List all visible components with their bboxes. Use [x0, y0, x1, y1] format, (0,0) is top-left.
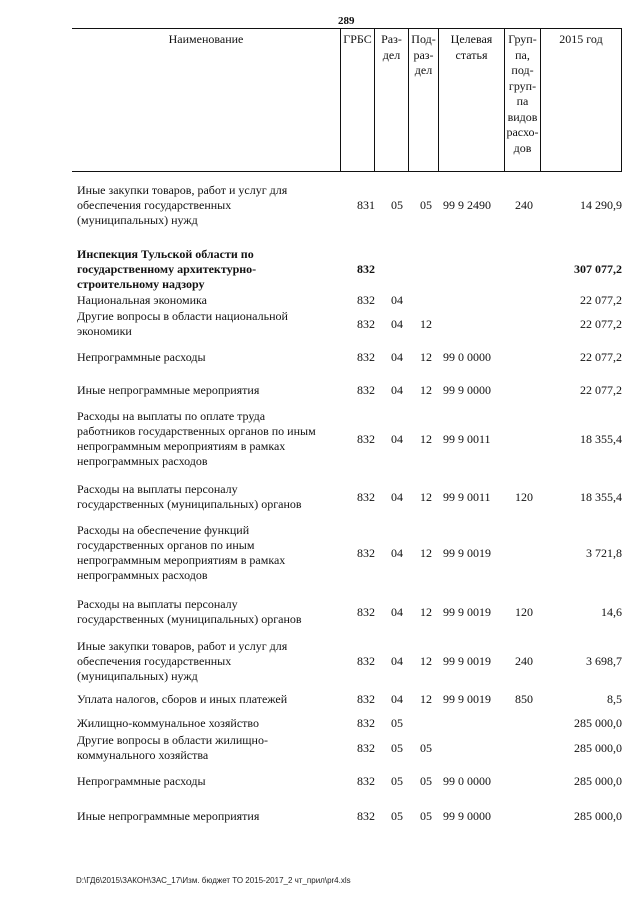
row-amount: 3 721,8 [586, 545, 622, 560]
row-razdel: 05 [391, 715, 403, 730]
table-row [0, 180, 640, 230]
column-header-target: Целевая статья [438, 29, 504, 171]
row-grbs: 832 [357, 489, 375, 504]
row-podrazdel: 12 [420, 431, 432, 446]
row-name-line: Иные непрограммные мероприятия [77, 808, 260, 823]
row-target [443, 292, 503, 308]
row-podrazdel [418, 244, 434, 294]
row-name-line: Национальная экономика [77, 292, 207, 307]
row-podrazdel [418, 714, 434, 732]
row-target: 99 9 2490 [443, 197, 491, 212]
row-razdel: 04 [391, 691, 403, 706]
row-name [77, 690, 347, 710]
row-amount: 307 077,2 [574, 261, 622, 276]
row-amount: 285 000,0 [574, 773, 622, 788]
row-amount: 14 290,9 [580, 197, 622, 212]
table-row [0, 594, 640, 630]
row-name [77, 244, 347, 297]
row-grbs: 832 [357, 808, 375, 823]
row-group [512, 733, 536, 763]
row-name [77, 309, 347, 339]
row-razdel: 05 [391, 197, 403, 212]
row-group: 240 [515, 197, 533, 212]
row-name-line: (муниципальных) нужд [77, 212, 198, 227]
row-podrazdel: 12 [420, 604, 432, 619]
row-group [512, 714, 536, 732]
row-target [443, 714, 503, 732]
table-row [0, 380, 640, 400]
row-name-line: Непрограммные расходы [77, 349, 206, 364]
row-grbs: 831 [357, 197, 375, 212]
column-header-grbs: ГРБС [340, 29, 374, 171]
row-name [77, 594, 347, 633]
row-name-line: Расходы на обеспечение функций [77, 523, 250, 537]
row-podrazdel: 05 [420, 773, 432, 788]
row-podrazdel: 12 [420, 545, 432, 560]
row-razdel: 05 [391, 773, 403, 788]
row-grbs: 832 [357, 773, 375, 788]
row-name [77, 180, 347, 233]
row-razdel: 04 [391, 292, 403, 307]
row-name-line: Иные закупки товаров, работ и услуг для [77, 182, 288, 197]
table-row [0, 347, 640, 367]
row-target: 99 0 0000 [443, 349, 491, 364]
row-name-line: обеспечения государственных [77, 197, 232, 212]
row-amount: 22 077,2 [580, 382, 622, 397]
row-amount: 18 355,4 [580, 431, 622, 446]
row-name-line: Инспекция Тульской области по [77, 246, 254, 261]
row-name-line: Расходы на выплаты по оплате труда [77, 409, 266, 423]
row-name-line: работников государственных органов по иным [77, 424, 316, 438]
row-name-line: непрограммным мероприятиям в рамках [77, 439, 286, 453]
row-name-line: (муниципальных) нужд [77, 668, 198, 683]
table-row [0, 634, 640, 688]
row-grbs: 832 [357, 261, 375, 276]
row-name-line: государственному архитектурно- [77, 261, 257, 276]
row-target: 99 9 0019 [443, 691, 491, 706]
row-razdel: 04 [391, 653, 403, 668]
row-grbs: 832 [357, 431, 375, 446]
row-name-line: Жилищно-коммунальное хозяйство [77, 715, 260, 730]
row-group: 240 [515, 653, 533, 668]
row-amount: 18 355,4 [580, 489, 622, 504]
row-name-line: Расходы на выплаты персоналу [77, 597, 238, 611]
row-podrazdel: 12 [420, 691, 432, 706]
file-path-footer: D:\ГД6\2015\ЗАКОН\ЗАС_17\Изм. бюджет ТО 2015-2017_2 чт_прил\pr4.xls [76, 876, 351, 885]
row-name-line: Расходы на выплаты персоналу [77, 482, 238, 496]
row-amount: 22 077,2 [580, 292, 622, 307]
row-podrazdel [418, 292, 434, 308]
row-name-line: Иные непрограммные мероприятия [77, 382, 260, 397]
row-name-line: государственных органов по иным [77, 538, 255, 552]
row-name [77, 806, 347, 829]
row-grbs: 832 [357, 316, 375, 331]
row-name-line: Другие вопросы в области жилищно- [77, 733, 268, 747]
table-row [0, 520, 640, 586]
row-razdel: 04 [391, 545, 403, 560]
row-name [77, 479, 347, 518]
row-podrazdel: 05 [420, 740, 432, 755]
row-group [512, 347, 536, 367]
row-name-line: Другие вопросы в области национальной [77, 309, 288, 323]
row-name-line: непрограммных расходов [77, 568, 208, 582]
table-row [0, 479, 640, 515]
row-amount: 3 698,7 [586, 653, 622, 668]
row-name [77, 634, 347, 693]
row-target: 99 9 0011 [443, 489, 491, 504]
row-target [443, 244, 503, 294]
row-name-line: непрограммных расходов [77, 454, 208, 468]
row-name [77, 733, 347, 763]
row-grbs: 832 [357, 715, 375, 730]
row-podrazdel: 05 [420, 808, 432, 823]
column-header-podrazdel: Под- раз- дел [408, 29, 438, 171]
row-grbs: 832 [357, 349, 375, 364]
row-name [77, 380, 347, 403]
row-grbs: 832 [357, 740, 375, 755]
table-row [0, 292, 640, 308]
row-target: 99 9 0011 [443, 431, 491, 446]
row-grbs: 832 [357, 292, 375, 307]
row-group [512, 309, 536, 339]
row-target [443, 733, 503, 763]
row-name-line: Уплата налогов, сборов и иных платежей [77, 691, 288, 706]
row-grbs: 832 [357, 382, 375, 397]
row-podrazdel: 12 [420, 653, 432, 668]
row-group [512, 406, 536, 472]
row-razdel: 05 [391, 740, 403, 755]
row-group [512, 771, 536, 791]
row-target: 99 9 0000 [443, 382, 491, 397]
row-name [77, 292, 347, 309]
row-podrazdel: 12 [420, 316, 432, 331]
row-amount: 285 000,0 [574, 715, 622, 730]
row-grbs: 832 [357, 653, 375, 668]
table-row [0, 714, 640, 732]
table-row [0, 771, 640, 791]
row-amount: 22 077,2 [580, 349, 622, 364]
row-razdel: 04 [391, 604, 403, 619]
row-group: 850 [515, 691, 533, 706]
table-row [0, 406, 640, 472]
row-name-line: коммунального хозяйства [77, 748, 209, 762]
row-name [77, 347, 347, 370]
row-name-line: обеспечения государственных [77, 653, 232, 668]
row-target: 99 9 0019 [443, 604, 491, 619]
row-amount: 285 000,0 [574, 740, 622, 755]
row-group: 120 [515, 489, 533, 504]
row-razdel: 04 [391, 349, 403, 364]
row-razdel: 04 [391, 382, 403, 397]
row-grbs: 832 [357, 604, 375, 619]
row-razdel: 04 [391, 489, 403, 504]
row-name [77, 406, 347, 475]
table-row [0, 690, 640, 708]
table-row [0, 733, 640, 763]
page-number: 289 [338, 15, 355, 27]
row-group [512, 520, 536, 586]
row-target: 99 9 0000 [443, 808, 491, 823]
row-name-line: Непрограммные расходы [77, 773, 206, 788]
column-header-razdel: Раз- дел [374, 29, 408, 171]
row-group [512, 292, 536, 308]
row-name-line: Иные закупки товаров, работ и услуг для [77, 638, 288, 653]
row-podrazdel: 12 [420, 349, 432, 364]
row-name-line: строительному надзору [77, 276, 205, 291]
row-podrazdel: 05 [420, 197, 432, 212]
row-name-line: непрограммным мероприятиям в рамках [77, 553, 286, 567]
row-podrazdel: 12 [420, 489, 432, 504]
row-name [77, 771, 347, 794]
row-razdel: 04 [391, 316, 403, 331]
row-razdel: 04 [391, 431, 403, 446]
row-target: 99 9 0019 [443, 653, 491, 668]
row-amount: 22 077,2 [580, 316, 622, 331]
row-razdel: 05 [391, 808, 403, 823]
table-row [0, 806, 640, 826]
row-grbs: 832 [357, 691, 375, 706]
column-header-name: Наименование [168, 32, 244, 46]
column-header-amount: 2015 год [540, 29, 622, 171]
row-group [512, 806, 536, 826]
row-group [512, 380, 536, 400]
table-row [0, 309, 640, 339]
row-amount: 14,6 [601, 604, 622, 619]
row-group: 120 [515, 604, 533, 619]
table-row [0, 244, 640, 294]
row-grbs: 832 [357, 545, 375, 560]
row-target [443, 309, 503, 339]
row-group [512, 244, 536, 294]
row-amount: 285 000,0 [574, 808, 622, 823]
row-podrazdel: 12 [420, 382, 432, 397]
row-name [77, 520, 347, 589]
row-name-line: экономики [77, 324, 132, 338]
column-header-group: Груп- па, под- груп- па видов расхо- дов [504, 29, 540, 171]
row-name [77, 714, 347, 734]
row-name-line: государственных (муниципальных) органов [77, 497, 302, 511]
row-name-line: государственных (муниципальных) органов [77, 612, 302, 626]
row-razdel [388, 244, 406, 294]
row-amount: 8,5 [607, 691, 622, 706]
row-target: 99 9 0019 [443, 545, 491, 560]
row-target: 99 0 0000 [443, 773, 491, 788]
